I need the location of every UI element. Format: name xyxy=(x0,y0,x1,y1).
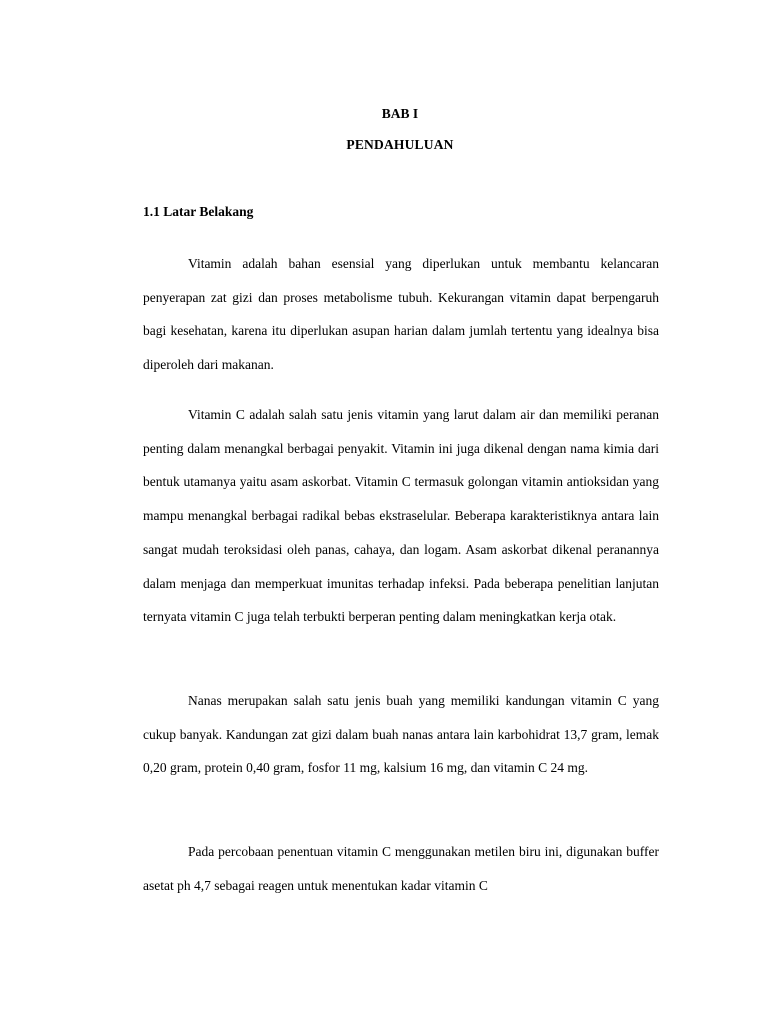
paragraph-percobaan: Pada percobaan penentuan vitamin C menggunakan metilen biru ini, digunakan buffer asetat ph 4,7 sebagai reagen untuk menentukan kadar vitamin C xyxy=(143,844,659,893)
paragraph-vitamin-intro: Vitamin adalah bahan esensial yang diperlukan untuk membantu kelancaran penyerapan zat gizi dan proses metabolisme tubuh. Kekurangan vitamin dapat berpengaruh bagi kesehatan, karena itu diperlukan asupan harian dalam jumlah tertentu yang idealnya bisa diperoleh dari makanan. xyxy=(143,256,659,373)
chapter-number: BAB I xyxy=(381,106,419,121)
paragraph-nanas: Nanas merupakan salah satu jenis buah yang memiliki kandungan vitamin C yang cukup banyak. Kandungan zat gizi dalam buah nanas antara lain karbohidrat 13,7 gram, lemak 0,20 gram, protein 0,40 gram, fosfor 11 mg, kalsium 16 mg, dan vitamin C 24 mg. xyxy=(143,693,659,776)
section-heading: 1.1 Latar Belakang xyxy=(143,204,254,219)
paragraph-vitamin-c: Vitamin C adalah salah satu jenis vitamin yang larut dalam air dan memiliki peranan penting dalam menangkal berbagai penyakit. Vitamin ini juga dikenal dengan nama kimia dari bentuk utamanya yaitu asam askorbat. Vitamin C termasuk golongan vitamin antioksidan yang mampu menangkal berbagai radikal bebas ekstraselular. Beberapa karakteristiknya antara lain sangat mudah teroksidasi oleh panas, cahaya, dan logam. Asam askorbat dikenal peranannya dalam menjaga dan memperkuat imunitas terhadap infeksi. Pada beberapa penelitian lanjutan ternyata vitamin C juga telah terbukti berperan penting dalam meningkatkan kerja otak. xyxy=(143,407,659,625)
chapter-title: PENDAHULUAN xyxy=(346,137,454,152)
